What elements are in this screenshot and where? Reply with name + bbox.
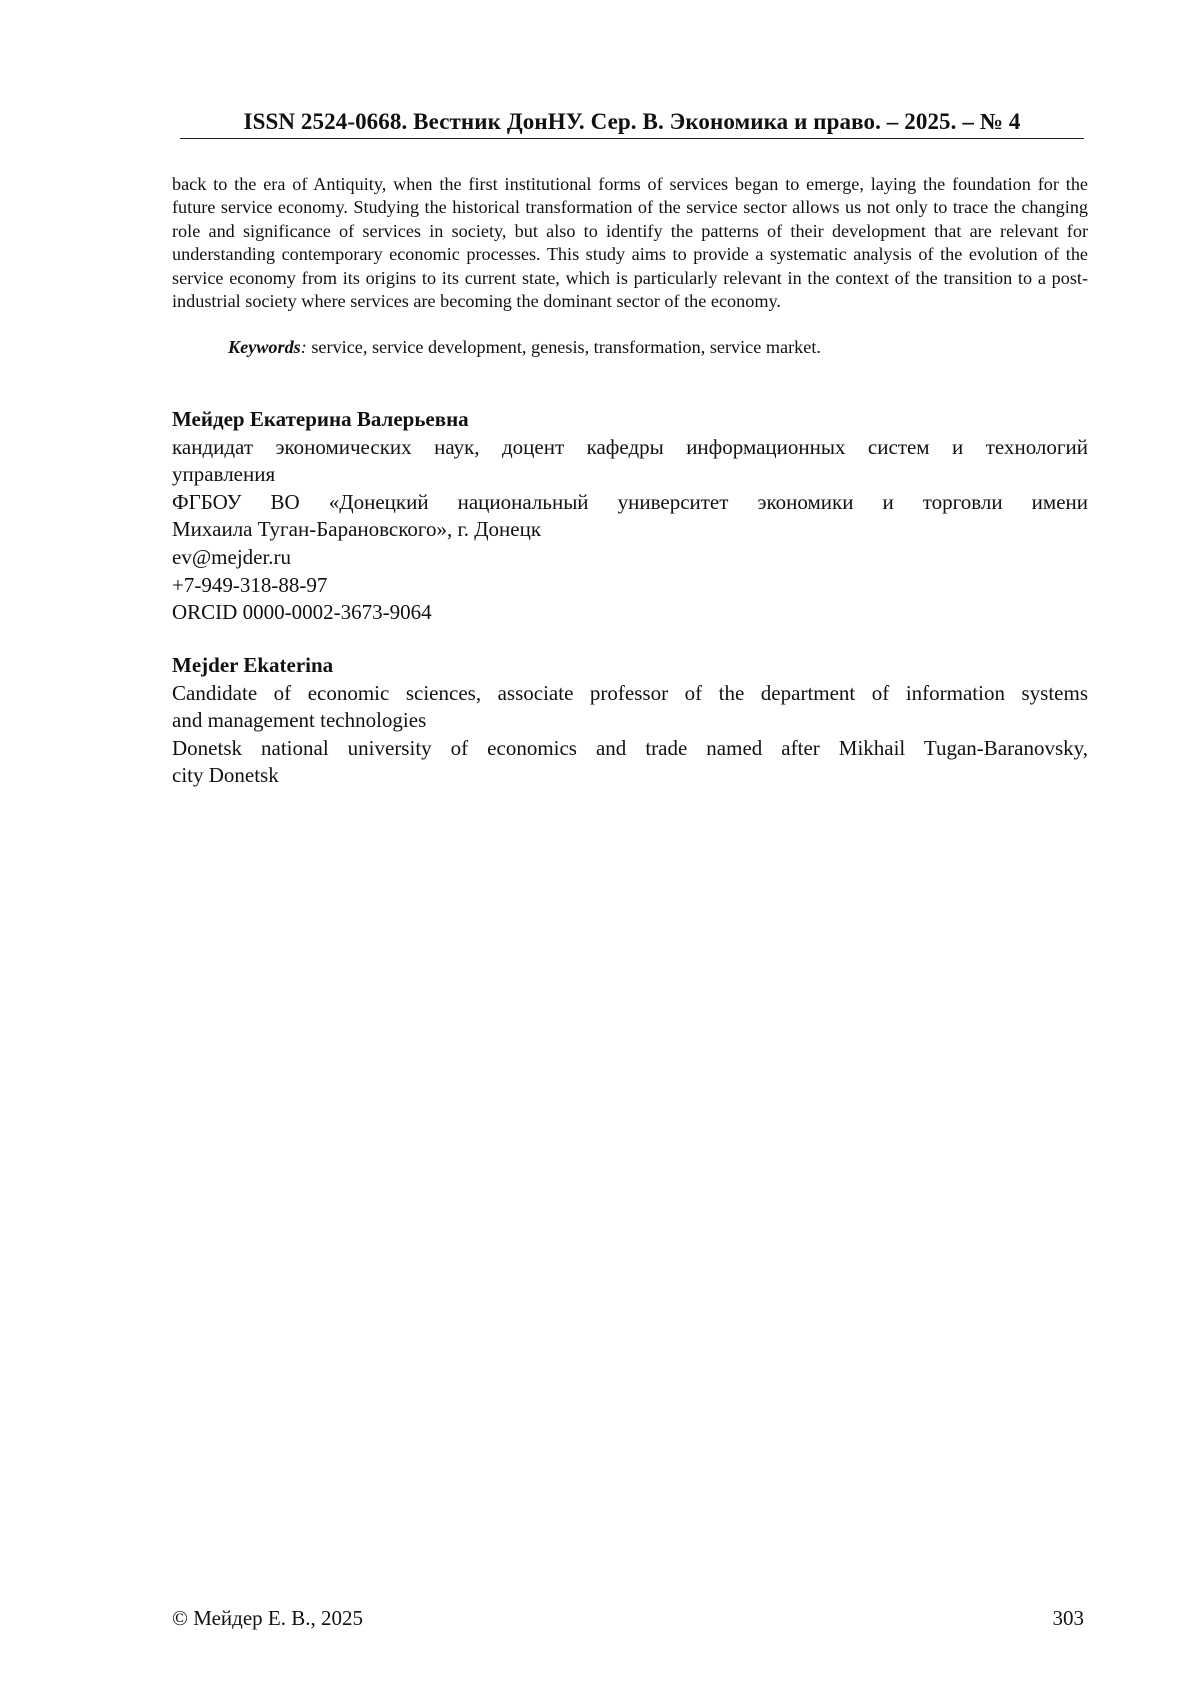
page-number: 303 <box>1052 1606 1084 1630</box>
keywords-label: Keywords <box>228 337 301 357</box>
author-info-en <box>172 652 1088 790</box>
abstract-line: economy. <box>710 291 781 312</box>
author-org-ru-line2: Михаила Туган-Барановского», г. Донецк <box>172 517 542 542</box>
author-name-en: Mejder Ekaterina <box>172 653 334 677</box>
keywords-text: service, service development, genesis, transformation, service market. <box>306 337 821 357</box>
abstract-line: for the future service economy. Studying the historical transformation of the service sector allows us not only to <box>172 174 1088 218</box>
author-orcid: ORCID 0000-0002-3673-9064 <box>172 600 432 625</box>
author-phone: +7-949-318-88-97 <box>172 572 328 597</box>
author-org-en-line1: Donetsk national university of economics and trade named after Mikhail Tugan-Baranovsky, <box>172 735 1088 760</box>
author-info-ru <box>172 406 1088 627</box>
abstract-line: analysis of the evolution of the service economy from its origins to its current state, which is particularly relevant <box>172 244 1088 288</box>
abstract-line: trace the changing role and significance of services in society, but also to identify the patterns of their development <box>172 197 1089 241</box>
author-position-ru-line1: кандидат экономических наук, доцент кафедры информационных систем и технологий <box>172 434 1088 459</box>
running-header: ISSN 2524-0668. Вестник ДонНУ. Сер. В. Экономика и право. – 2025. – № 4 <box>243 109 1021 134</box>
keywords-line <box>228 336 821 359</box>
header-divider <box>180 138 1084 139</box>
keywords-colon: : <box>300 337 307 357</box>
abstract-line: in the context of the transition to a post-industrial society where services are becoming the dominant sector of the <box>172 267 1089 312</box>
author-org-ru-line1: ФГБОУ ВО «Донецкий национальный университет экономики и торговли имени <box>172 489 1088 514</box>
author-position-en-line2: and management technologies <box>172 708 427 733</box>
abstract-text <box>172 173 1088 313</box>
abstract-line: back to the era of Antiquity, when the first institutional forms of services began to emerge, laying the foundation <box>172 174 1031 194</box>
author-position-en-line1: Candidate of economic sciences, associate professor of the department of information systems <box>172 680 1088 705</box>
author-org-en-line2: city Donetsk <box>172 763 279 788</box>
abstract-line: that are relevant for understanding contemporary economic processes. This study aims to provide a systematic <box>172 220 1089 265</box>
author-position-ru-line2: управления <box>172 462 276 487</box>
author-email[interactable]: ev@mejder.ru <box>172 544 292 569</box>
footer-copyright: © Мейдер Е. В., 2025 <box>172 1606 363 1630</box>
author-name-ru: Мейдер Екатерина Валерьевна <box>172 407 469 431</box>
